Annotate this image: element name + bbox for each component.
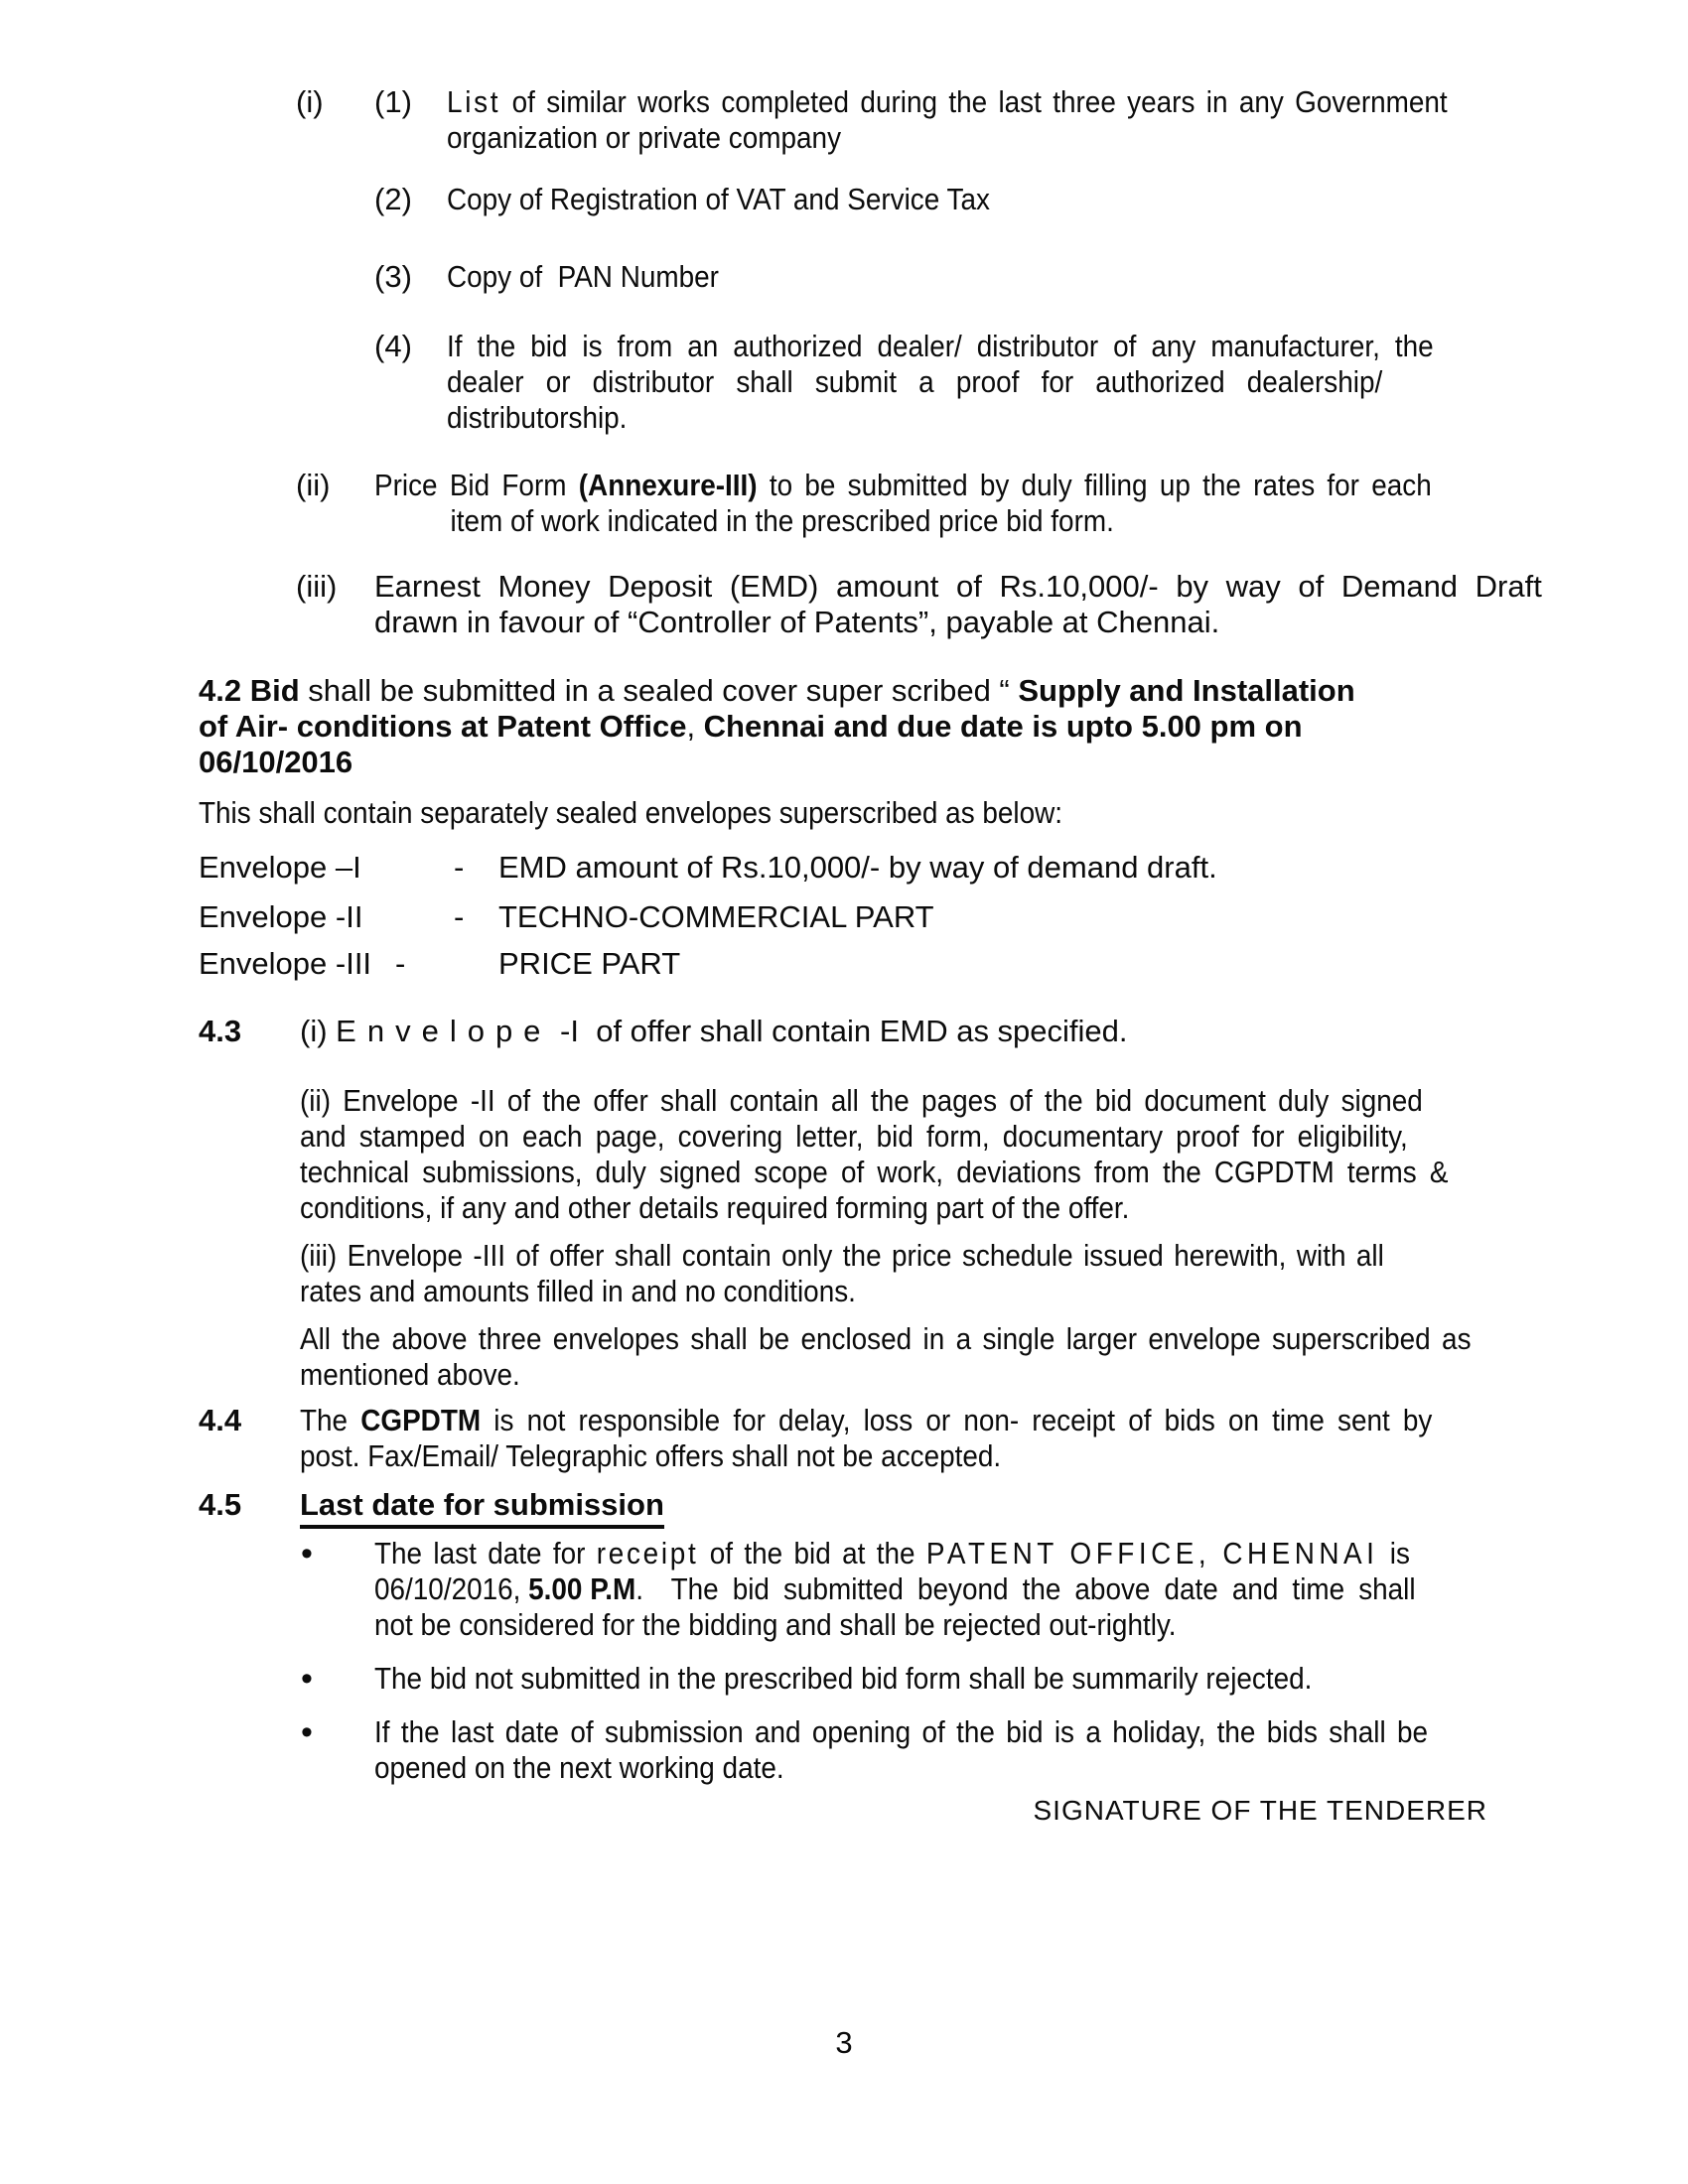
list-item-ii-text: Price Bid Form (Annexure-III) to be submitted by duly filling up the rates for each item of work indicated in the prescribed price bid form. <box>374 468 1432 538</box>
clause-4-3-para-all-text: All the above three envelopes shall be enclosed in a single larger envelope superscribed as mentioned above. <box>300 1321 1472 1392</box>
clause-4-5-heading-wrap <box>300 1487 1504 1529</box>
clause-4-3-para-all <box>0 1321 1688 1393</box>
list-marker-1: (1) <box>374 84 412 119</box>
list-marker-ii: (ii) <box>296 468 331 502</box>
bullet-item-3-text: If the last date of submission and opening of the bid is a holiday, the bids shall be opened on the next working date. <box>374 1714 1429 1785</box>
list-marker-3: (3) <box>374 259 412 294</box>
clause-4-5-number: 4.5 <box>199 1487 242 1522</box>
bullet-item-1-text: The last date for receipt of the bid at the PATENT OFFICE, CHENNAI is 06/10/2016, 5.00 P.M. The bid submitted beyond the above date and time shall not be considered for the bidding and shall be rejected out-rightly. <box>374 1536 1416 1642</box>
clause-4-3-para-ii-text: (ii) Envelope -II of the offer shall contain all the pages of the bid document duly signed and stamped on each page, covering letter, bid form, documentary proof for eligibility, technical submissions, duly signed scope of work, deviations from the CGPDTM terms & conditions, if any and other details required forming part of the offer. <box>300 1083 1449 1225</box>
bullet-item-2 <box>0 1661 1688 1697</box>
clause-4-4-number: 4.4 <box>199 1403 242 1437</box>
bullet-icon: • <box>301 1660 313 1698</box>
clause-4-4-text: The CGPDTM is not responsible for delay, loss or non- receipt of bids on time sent by post. Fax/Email/ Telegraphic offers shall not be accepted. <box>300 1403 1433 1473</box>
envelope-3-dash: - <box>395 946 406 981</box>
clause-4-4 <box>0 1403 1688 1474</box>
list-marker-i: (i) <box>296 84 324 119</box>
list-item-1-text: List of similar works completed during the last three years in any Government organization or private company <box>447 84 1448 155</box>
clause-4-3-para-iii-text: (iii) Envelope -III of offer shall contain only the price schedule issued herewith, with all rates and amounts filled in and no conditions. <box>300 1238 1384 1308</box>
clause-4-3-para-iii <box>0 1238 1688 1309</box>
list-marker-4: (4) <box>374 329 412 363</box>
page-footer <box>0 2025 1688 2061</box>
list-marker-2: (2) <box>374 182 412 216</box>
envelope-1-dash: - <box>454 850 465 885</box>
list-marker-iii: (iii) <box>296 569 338 604</box>
list-item-4-text: If the bid is from an authorized dealer/ distributor of any manufacturer, the dealer or distributor shall submit a proof for authorized dealership/ distributorship. <box>447 329 1434 435</box>
envelope-3-label: Envelope -III <box>199 946 372 981</box>
clause-4-3-para-ii <box>0 1083 1688 1226</box>
envelope-intro-text: This shall contain separately sealed envelopes superscribed as below: <box>199 795 1063 830</box>
clause-4-2 <box>0 673 1688 780</box>
bullet-item-2-text: The bid not submitted in the prescribed bid form shall be summarily rejected. <box>374 1661 1313 1696</box>
envelope-intro <box>0 795 1688 831</box>
clause-4-3 <box>0 1014 1688 1049</box>
list-item-3 <box>0 259 1688 295</box>
clause-4-5-heading: Last date for submission <box>300 1487 664 1529</box>
list-item-4 <box>0 329 1688 436</box>
clause-4-5 <box>0 1487 1688 1529</box>
bullet-icon: • <box>301 1713 313 1751</box>
signature-line <box>0 1793 1688 1829</box>
clause-4-2-text: 4.2 Bid shall be submitted in a sealed cover super scribed “ Supply and Installation of Air- conditions at Patent Office, Chennai and due date is upto 5.00 pm on 06/10/2016 <box>199 673 1355 779</box>
clause-4-3-number: 4.3 <box>199 1014 242 1048</box>
clause-4-3-line-i: (i) Envelope -I of offer shall contain EMD as specified. <box>300 1014 1128 1048</box>
signature-text: SIGNATURE OF THE TENDERER <box>1033 1795 1487 1826</box>
envelope-3-desc: PRICE PART <box>498 946 681 981</box>
list-item-iii-text: Earnest Money Deposit (EMD) amount of Rs.10,000/- by way of Demand Draft drawn in favour of “Controller of Patents”, payable at Chennai. <box>374 569 1542 639</box>
bullet-item-3 <box>0 1714 1688 1786</box>
list-item-iii <box>0 569 1688 640</box>
list-item-ii <box>0 468 1688 539</box>
envelope-1-desc: EMD amount of Rs.10,000/- by way of demand draft. <box>498 850 1217 885</box>
list-item-2 <box>0 182 1688 217</box>
envelope-2-label: Envelope -II <box>199 899 363 934</box>
envelope-2-desc: TECHNO-COMMERCIAL PART <box>498 899 934 934</box>
envelope-1-label: Envelope –I <box>199 850 361 885</box>
list-item-2-text: Copy of Registration of VAT and Service Tax <box>447 182 990 216</box>
page-number: 3 <box>835 2025 853 2060</box>
bullet-icon: • <box>301 1535 313 1572</box>
bullet-item-1 <box>0 1536 1688 1643</box>
envelope-2-dash: - <box>454 899 465 934</box>
list-item-i-1 <box>0 84 1688 156</box>
list-item-3-text: Copy of PAN Number <box>447 259 719 294</box>
